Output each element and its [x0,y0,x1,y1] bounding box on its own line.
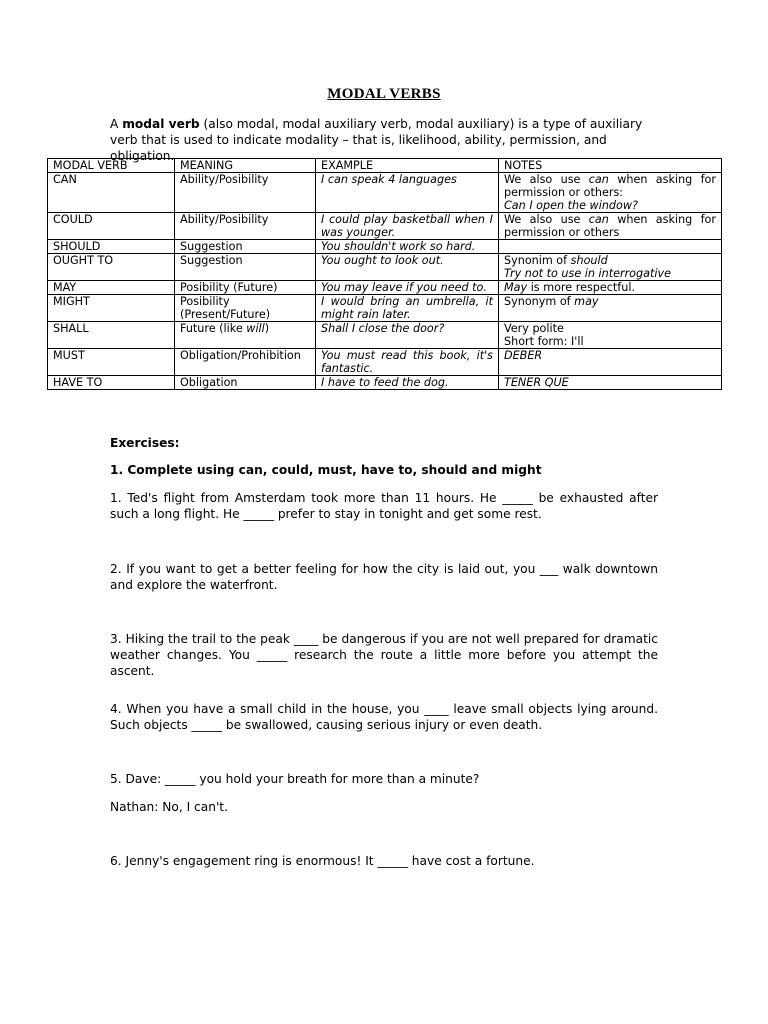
exercises-heading: Exercises: [110,436,180,450]
cell-modal-verb: HAVE TO [48,376,175,390]
text: ) [264,322,270,335]
intro-term: modal verb [122,117,200,131]
table-row [48,281,722,295]
cell-example: Shall I close the door? [316,322,499,349]
cell-modal-verb: OUGHT TO [48,254,175,281]
page-title: MODAL VERBS [327,86,441,102]
text: We also use [504,213,589,226]
italic-text: DEBER [504,349,543,362]
cell-notes [499,254,722,281]
italic-text: will [246,322,265,335]
cell-example: I could play basketball when I was younger. [316,213,499,240]
cell-modal-verb: CAN [48,173,175,213]
cell-meaning: Posibility (Present/Future) [175,295,316,322]
table-row [48,240,722,254]
cell-modal-verb: MUST [48,349,175,376]
table-header-row [48,159,722,173]
cell-notes [499,240,722,254]
cell-modal-verb: SHALL [48,322,175,349]
cell-meaning: Obligation [175,376,316,390]
cell-notes [499,213,722,240]
header-modal-verb: MODAL VERB [48,159,175,173]
exercises-instruction: 1. Complete using can, could, must, have to, should and might [110,463,542,477]
cell-meaning: Suggestion [175,254,316,281]
table-row [48,349,722,376]
header-notes: NOTES [499,159,722,173]
cell-meaning: Ability/Posibility [175,213,316,240]
cell-modal-verb: COULD [48,213,175,240]
italic-text: Can I open the window? [504,199,638,212]
cell-modal-verb: MIGHT [48,295,175,322]
cell-notes [499,295,722,322]
exercise-item: 1. Ted's flight from Amsterdam took more than 11 hours. He _____ be exhausted after such a long flight. He _____ prefer to stay in tonight and get some rest. [110,491,658,521]
italic-text: Try not to use in interrogative [504,267,671,280]
cell-notes [499,349,722,376]
cell-modal-verb: SHOULD [48,240,175,254]
cell-meaning: Suggestion [175,240,316,254]
exercise-item: 6. Jenny's engagement ring is enormous! It _____ have cost a fortune. [110,854,535,868]
cell-example: I have to feed the dog. [316,376,499,390]
modal-verbs-table [47,158,722,390]
header-example: EXAMPLE [316,159,499,173]
text: when asking for permission or others: [504,173,716,199]
cell-example: You shouldn't work so hard. [316,240,499,254]
exercise-item: 4. When you have a small child in the house, you ____ leave small objects lying around. Such objects _____ be swallowed, causing serious injury or even death. [110,702,658,732]
cell-meaning: Ability/Posibility [175,173,316,213]
italic-text: can [588,173,609,186]
header-meaning: MEANING [175,159,316,173]
text: is more respectful. [527,281,636,294]
table-row [48,295,722,322]
intro-article: A [110,117,123,131]
table-row [48,254,722,281]
exercise-item: 5. Dave: _____ you hold your breath for more than a minute? [110,772,480,786]
cell-notes [499,281,722,295]
exercise-item: Nathan: No, I can't. [110,800,228,814]
italic-text: may [574,295,599,308]
table-row [48,376,722,390]
text: Synonim of [504,254,571,267]
table-body [48,173,722,390]
cell-notes [499,173,722,213]
italic-text: May [504,281,528,294]
exercise-item: 2. If you want to get a better feeling for how the city is laid out, you ___ walk downtown and explore the waterfront. [110,562,658,592]
cell-example: You may leave if you need to. [316,281,499,295]
table-row [48,322,722,349]
intro-definition: (also modal, modal auxiliary verb, modal auxiliary) is a type of auxiliary verb that is used to indicate modality – that is, likelihood, ability, permission, and obligation. [110,117,643,163]
text: Short form: I'll [504,335,584,348]
text: Synonym of [504,295,575,308]
cell-notes [499,322,722,349]
cell-example: I would bring an umbrella, it might rain later. [316,295,499,322]
cell-example: You ought to look out. [316,254,499,281]
cell-meaning: Obligation/Prohibition [175,349,316,376]
cell-meaning [175,322,316,349]
text: Future (like [180,322,247,335]
cell-meaning: Posibility (Future) [175,281,316,295]
exercise-item: 3. Hiking the trail to the peak ____ be dangerous if you are not well prepared for dramatic weather changes. You _____ research the route a little more before you attempt the ascent. [110,632,658,678]
cell-modal-verb: MAY [48,281,175,295]
intro-paragraph [110,116,670,164]
italic-text: should [570,254,608,267]
cell-notes [499,376,722,390]
text: Very polite [504,322,564,335]
table-row [48,213,722,240]
cell-example: You must read this book, it's fantastic. [316,349,499,376]
cell-example: I can speak 4 languages [316,173,499,213]
italic-text: TENER QUE [504,376,569,389]
italic-text: can [588,213,609,226]
text: We also use [504,173,589,186]
table-row [48,173,722,213]
text: when asking for permission or others [504,213,716,239]
